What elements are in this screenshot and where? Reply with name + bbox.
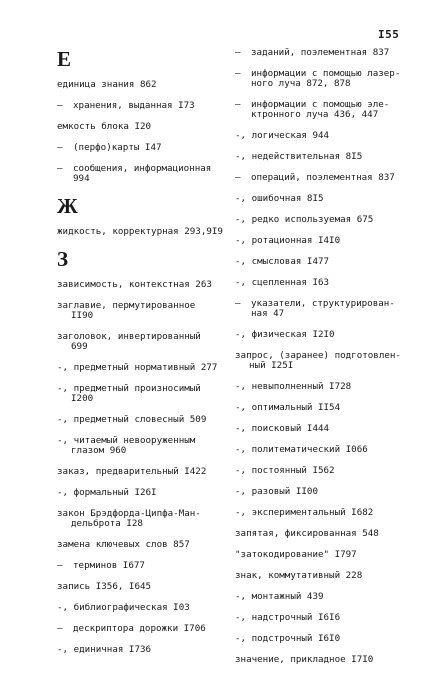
index-entry (235, 424, 413, 434)
entry-text: емкость блока I20 (57, 121, 152, 132)
index-entry (57, 363, 225, 373)
entry-text: сообщения, информационная (73, 163, 212, 174)
index-entry (235, 382, 413, 392)
entry-text: -, формальный I26I (57, 487, 157, 498)
entry-text: запятая, фиксированная 548 (235, 528, 379, 539)
index-entry (235, 131, 413, 141)
entry-text: запись I356, I645 (57, 581, 152, 592)
index-entry (57, 122, 225, 132)
entry-continuation: 994 (73, 173, 90, 184)
entry-text: -, невыполненный I728 (235, 381, 352, 392)
entry-text: -, разовый II00 (235, 486, 318, 497)
entry-continuation: глазом 960 (71, 445, 127, 456)
entry-text: -, экспериментальный I682 (235, 507, 374, 518)
index-entry (57, 488, 225, 498)
index-subentry (235, 173, 413, 183)
index-entry (57, 645, 225, 655)
entry-text: -, оптимальный II54 (235, 402, 341, 413)
entry-text: единица знания 862 (57, 79, 157, 90)
index-entry (57, 603, 225, 613)
index-subentry (235, 100, 413, 120)
entry-text: -, монтажный 439 (235, 591, 324, 602)
entry-text: закон Брэдфорда-Ципфа-Ман- (57, 508, 201, 519)
index-entry (57, 415, 225, 425)
entry-text: терминов I677 (73, 560, 145, 571)
entry-text: -, предметный нормативный 277 (57, 362, 218, 373)
section-letter: Ж (57, 194, 78, 218)
index-entry (235, 487, 413, 497)
index-entry (235, 508, 413, 518)
entry-text: -, физическая I2I0 (235, 329, 335, 340)
index-entry (235, 529, 413, 539)
entry-text: хранения, выданная I73 (73, 100, 195, 111)
entry-text: -, ошибочная 8I5 (235, 193, 324, 204)
index-entry (57, 436, 225, 456)
index-entry (235, 466, 413, 476)
index-entry (235, 634, 413, 644)
entry-continuation: дельброта I28 (71, 518, 143, 529)
index-entry (57, 80, 225, 90)
index-entry (235, 257, 413, 267)
section-letter: З (57, 247, 69, 271)
index-entry (57, 467, 225, 477)
entry-text: указатели, структурирован- (251, 298, 395, 309)
entry-text: замена ключевых слов 857 (57, 539, 190, 550)
index-subentry (235, 48, 413, 58)
index-entry (57, 384, 225, 404)
entry-text: -, сцепленная I63 (235, 277, 330, 288)
index-entry (235, 351, 413, 371)
entry-continuation: ктронного луча 436, 447 (251, 109, 379, 120)
entry-continuation: II90 (71, 310, 94, 321)
entry-text: -, единичная I736 (57, 644, 152, 655)
index-entry (57, 509, 225, 529)
entry-text: -, постоянный I562 (235, 465, 335, 476)
section-letter: Е (57, 47, 72, 71)
index-subentry (57, 561, 225, 571)
entry-text: -, предметный словесный 509 (57, 414, 207, 425)
entry-text: -, предметный произносимый (57, 383, 201, 394)
entry-text: заданий, поэлементная 837 (251, 47, 390, 58)
entry-text: -, смысловая I477 (235, 256, 330, 267)
entry-text: информации с помощью лазер- (251, 68, 401, 79)
index-entry (57, 227, 225, 237)
index-entry (235, 152, 413, 162)
entry-text: значение, прикладное I7I0 (235, 654, 374, 665)
entry-text: информации с помощью эле- (251, 99, 390, 110)
entry-text: заголовок, инвертированный (57, 331, 201, 342)
index-entry (235, 592, 413, 602)
index-subentry (57, 101, 225, 111)
entry-text: -, библиографическая I03 (57, 602, 190, 613)
entry-text: -, надстрочный I6I6 (235, 612, 341, 623)
entry-text: -, политематический I066 (235, 444, 368, 455)
left-column (57, 48, 225, 666)
index-entry (57, 540, 225, 550)
entry-text: знак, коммутативный 228 (235, 570, 363, 581)
index-entry (235, 403, 413, 413)
entry-text: операций, поэлементная 837 (251, 172, 395, 183)
index-entry (57, 332, 225, 352)
entry-continuation: ный I25I (249, 360, 294, 371)
entry-continuation: ная 47 (251, 308, 285, 319)
entry-text: запрос, (заранее) подготовлен- (235, 350, 401, 361)
entry-text: зависимость, контекстная 263 (57, 279, 212, 290)
entry-text: -, недействительная 8I5 (235, 151, 363, 162)
index-entry (235, 571, 413, 581)
index-subentry (57, 164, 225, 184)
index-entry (235, 236, 413, 246)
index-entry (235, 445, 413, 455)
index-subentry (57, 143, 225, 153)
entry-text: -, логическая 944 (235, 130, 330, 141)
entry-text: -, редко используемая 675 (235, 214, 374, 225)
entry-text: -, ротационная I4I0 (235, 235, 341, 246)
index-entry (57, 301, 225, 321)
index-entry (235, 655, 413, 665)
page-number: I55 (378, 28, 400, 41)
entry-text: -, подстрочный I6I0 (235, 633, 341, 644)
index-subentry (235, 69, 413, 89)
index-entry (235, 613, 413, 623)
entry-text: дескриптора дорожки I706 (73, 623, 206, 634)
index-subentry (235, 299, 413, 319)
index-entry (235, 330, 413, 340)
entry-text: заказ, предварительный I422 (57, 466, 207, 477)
index-entry (235, 550, 413, 560)
entry-text: (перфо)карты I47 (73, 142, 162, 153)
entry-text: "затокодирование" I797 (235, 549, 357, 560)
right-column (235, 48, 413, 676)
index-entry (235, 215, 413, 225)
index-entry (57, 582, 225, 592)
index-entry (235, 194, 413, 204)
entry-text: -, поисковый I444 (235, 423, 330, 434)
entry-continuation: ного луча 872, 878 (251, 78, 351, 89)
entry-text: заглавие, пермутированное (57, 300, 196, 311)
index-entry (235, 278, 413, 288)
entry-text: жидкость, корректурная 293,9I9 (57, 226, 223, 237)
entry-continuation: 699 (71, 341, 88, 352)
entry-continuation: I200 (71, 393, 94, 404)
entry-text: -, читаемый невооруженным (57, 435, 196, 446)
index-subentry (57, 624, 225, 634)
index-entry (57, 280, 225, 290)
